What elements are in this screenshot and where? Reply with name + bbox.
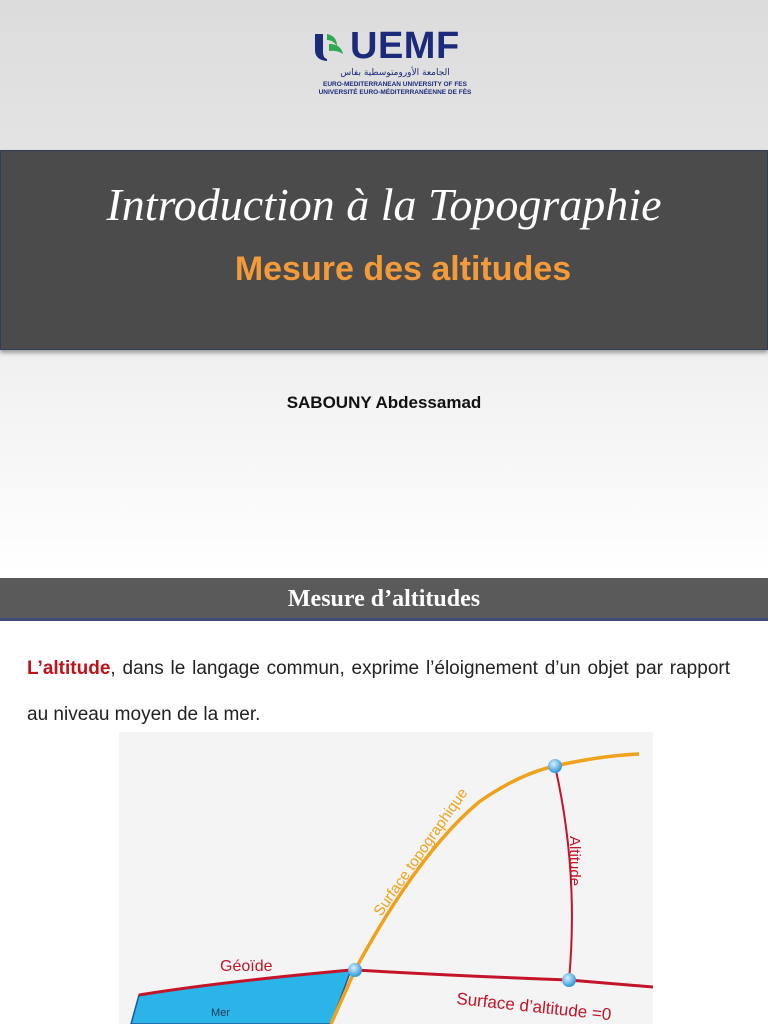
content-slide bbox=[0, 575, 768, 1024]
logo-english-name: EURO-MEDITERRANEAN UNIVERSITY OF FES bbox=[323, 81, 467, 88]
geoide-label: Géoïde bbox=[220, 958, 273, 975]
uemf-leaf-icon bbox=[313, 32, 345, 62]
slide-header-bar bbox=[0, 578, 768, 621]
altitude-diagram-svg bbox=[119, 732, 653, 1024]
top-point bbox=[548, 759, 562, 773]
definition-paragraph bbox=[27, 646, 730, 738]
slide-header-title: Mesure d’altitudes bbox=[287, 586, 481, 612]
presentation-subtitle: Mesure des altitudes bbox=[234, 250, 572, 288]
logo-french-name: UNIVERSITÉ EURO-MÉDITERRANÉENNE DE FÈS bbox=[318, 89, 472, 96]
presentation-title: Introduction à la Topographie bbox=[106, 179, 662, 230]
mer-label: Mer bbox=[211, 1007, 230, 1019]
uemf-logo bbox=[0, 14, 768, 94]
altitude-term: L’altitude bbox=[27, 658, 111, 679]
topographic-surface-line bbox=[331, 754, 639, 1024]
geoide-point bbox=[348, 963, 362, 977]
author-name: SABOUNY Abdessamad bbox=[286, 393, 482, 412]
surface-topo-label: Surface topographique bbox=[370, 785, 472, 920]
altitude-diagram bbox=[119, 732, 653, 1024]
surface-zero-label: Surface d’altitude =0 bbox=[455, 989, 613, 1024]
base-point bbox=[562, 973, 576, 987]
definition-text: , dans le langage commun, exprime l’éloignement d’un objet par rapport au niveau moyen de la mer. bbox=[27, 658, 730, 725]
zero-altitude-line bbox=[355, 970, 653, 987]
logo-name: UEMF bbox=[350, 25, 460, 67]
sea-area bbox=[131, 970, 351, 1024]
altitude-label: Altitude bbox=[566, 836, 583, 887]
logo-arabic-name: الجامعة الأورومتوسطية بفاس bbox=[340, 68, 450, 78]
